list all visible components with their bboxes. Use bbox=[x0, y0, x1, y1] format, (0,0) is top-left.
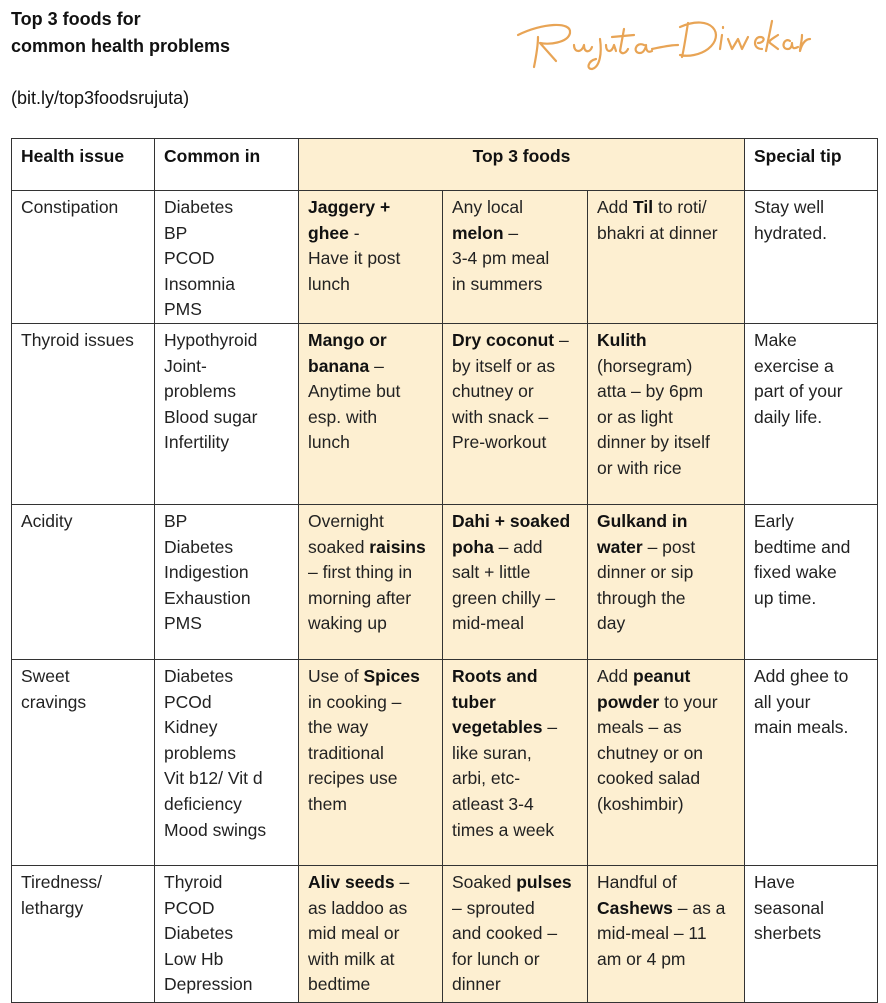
food-1-cell-line bbox=[308, 328, 433, 354]
special-tip-cell-line: Stay well bbox=[754, 197, 825, 217]
special-tip-cell-line: seasonal bbox=[754, 897, 825, 918]
food-1-cell bbox=[299, 659, 443, 865]
text-segment: Anytime but bbox=[308, 381, 401, 402]
food-2-cell bbox=[443, 191, 588, 324]
food-2-cell-line bbox=[452, 379, 578, 405]
common-in-cell bbox=[155, 504, 299, 659]
food-2-cell bbox=[443, 659, 588, 865]
food-3-cell-line bbox=[597, 195, 735, 221]
special-tip-cell-line: exercise a bbox=[754, 355, 834, 376]
text-segment: through the bbox=[597, 587, 686, 608]
text-segment: like suran, bbox=[452, 742, 532, 763]
food-1-cell-line bbox=[308, 405, 433, 431]
food-2-cell-line bbox=[452, 272, 578, 298]
text-segment: (koshimbir) bbox=[597, 793, 684, 814]
food-2-cell bbox=[443, 323, 588, 504]
food-1-cell bbox=[299, 323, 443, 504]
food-1-cell-line bbox=[308, 272, 433, 298]
special-tip-cell-line: bedtime and bbox=[754, 536, 851, 557]
food-1-cell-line bbox=[308, 560, 433, 586]
table-row bbox=[12, 504, 878, 659]
text-segment: atleast 3-4 bbox=[452, 793, 534, 814]
text-segment: – bbox=[369, 355, 384, 376]
text-segment: dinner or sip bbox=[597, 562, 694, 583]
bold-food-name: tuber bbox=[452, 691, 496, 712]
health-issue-cell-line: cravings bbox=[21, 691, 87, 712]
title-line-2: common health problems bbox=[11, 36, 231, 56]
bold-food-name: Mango or bbox=[308, 329, 387, 350]
text-segment: chutney or bbox=[452, 381, 534, 402]
food-3-cell-line bbox=[597, 221, 735, 247]
common-in-cell-line: Diabetes bbox=[164, 197, 234, 217]
food-3-cell-line bbox=[597, 690, 735, 716]
health-issue-cell-line: Acidity bbox=[21, 510, 73, 531]
health-issue-cell-line: lethargy bbox=[21, 897, 84, 918]
common-in-cell-line: Thyroid bbox=[164, 871, 223, 892]
food-3-cell-line bbox=[597, 560, 735, 586]
text-segment: green chilly – bbox=[452, 587, 556, 608]
common-in-cell bbox=[155, 191, 299, 324]
text-segment: in summers bbox=[452, 273, 543, 294]
food-3-cell-line bbox=[597, 405, 735, 431]
health-issue-cell bbox=[12, 659, 155, 865]
health-issue-cell bbox=[12, 865, 155, 1002]
signature-logo bbox=[512, 5, 812, 75]
text-segment: Soaked bbox=[452, 871, 517, 892]
food-2-cell-line bbox=[452, 535, 578, 561]
food-3-cell-line bbox=[597, 586, 735, 612]
text-segment: Add bbox=[597, 197, 633, 217]
special-tip-cell-line: up time. bbox=[754, 587, 817, 608]
table-row bbox=[12, 865, 878, 1002]
special-tip-cell-line: part of your bbox=[754, 381, 843, 402]
source-link[interactable]: (bit.ly/top3foodsrujuta) bbox=[11, 88, 190, 108]
common-in-cell-line: Diabetes bbox=[164, 923, 234, 944]
header-row bbox=[12, 139, 878, 191]
health-issue-cell-line: Constipation bbox=[21, 197, 119, 217]
bold-food-name: banana bbox=[308, 355, 370, 376]
common-in-cell-line: Diabetes bbox=[164, 536, 234, 557]
text-segment: soaked bbox=[308, 536, 370, 557]
special-tip-cell-line: sherbets bbox=[754, 923, 822, 944]
common-in-cell-line: PCOD bbox=[164, 248, 215, 269]
food-1-cell-line bbox=[308, 715, 433, 741]
text-segment: – bbox=[542, 717, 558, 738]
text-segment: dinner bbox=[452, 974, 501, 995]
text-segment: lunch bbox=[308, 432, 350, 453]
text-segment: mid-meal bbox=[452, 613, 524, 634]
common-in-cell-line: PMS bbox=[164, 613, 202, 634]
food-3-cell-line bbox=[597, 535, 735, 561]
food-3-cell bbox=[588, 659, 745, 865]
bold-food-name: Dahi + soaked bbox=[452, 510, 571, 531]
text-segment: – bbox=[554, 329, 569, 350]
food-1-cell-line bbox=[308, 741, 433, 767]
header-health-issue: Health issue bbox=[12, 139, 155, 191]
bold-food-name: ghee bbox=[308, 222, 349, 243]
text-segment: cooked salad bbox=[597, 768, 701, 789]
text-segment: mid meal or bbox=[308, 923, 400, 944]
food-3-cell-line bbox=[597, 328, 735, 354]
food-1-cell-line bbox=[308, 664, 433, 690]
food-3-cell-line bbox=[597, 715, 735, 741]
food-1-cell-line bbox=[308, 221, 433, 247]
special-tip-cell bbox=[745, 865, 878, 1002]
text-segment: them bbox=[308, 793, 347, 814]
common-in-cell-line: Insomnia bbox=[164, 273, 236, 294]
food-2-cell-line bbox=[452, 611, 578, 637]
bold-food-name: Cashews bbox=[597, 897, 673, 918]
food-1-cell bbox=[299, 191, 443, 324]
special-tip-cell-line: Make bbox=[754, 329, 797, 350]
bold-food-name: Jaggery + bbox=[308, 197, 391, 217]
table-body bbox=[12, 191, 878, 1003]
text-segment: with milk at bbox=[308, 948, 395, 969]
common-in-cell-line: Blood sugar bbox=[164, 406, 258, 427]
text-segment: dinner by itself bbox=[597, 432, 710, 453]
text-segment: times a week bbox=[452, 819, 555, 840]
common-in-cell-line: PCOD bbox=[164, 897, 215, 918]
food-2-cell-line bbox=[452, 921, 578, 947]
food-2-cell-line bbox=[452, 972, 578, 998]
text-segment: Have it post bbox=[308, 248, 401, 269]
bold-food-name: Dry coconut bbox=[452, 329, 555, 350]
food-2-cell-line bbox=[452, 509, 578, 535]
header-special-tip: Special tip bbox=[745, 139, 878, 191]
text-segment: or with rice bbox=[597, 457, 682, 478]
food-3-cell-line bbox=[597, 430, 735, 456]
food-1-cell-line bbox=[308, 792, 433, 818]
food-1-cell-line bbox=[308, 690, 433, 716]
bold-food-name: Roots and bbox=[452, 665, 538, 686]
text-segment: Overnight bbox=[308, 510, 384, 531]
food-1-cell bbox=[299, 865, 443, 1002]
text-segment: meals – as bbox=[597, 717, 682, 738]
text-segment: by itself or as bbox=[452, 355, 556, 376]
common-in-cell-line: PCOd bbox=[164, 691, 212, 712]
common-in-cell-line: deficiency bbox=[164, 793, 242, 814]
food-1-cell-line bbox=[308, 195, 433, 221]
bold-food-name: water bbox=[597, 536, 643, 557]
text-segment: mid-meal – 11 bbox=[597, 923, 707, 944]
food-1-cell-line bbox=[308, 379, 433, 405]
food-1-cell-line bbox=[308, 870, 433, 896]
food-3-cell-line bbox=[597, 664, 735, 690]
bold-food-name: melon bbox=[452, 222, 504, 243]
health-issue-cell bbox=[12, 323, 155, 504]
food-2-cell-line bbox=[452, 586, 578, 612]
page-title bbox=[11, 6, 230, 60]
text-segment: atta – by 6pm bbox=[597, 381, 704, 402]
table-row bbox=[12, 659, 878, 865]
food-2-cell-line bbox=[452, 221, 578, 247]
text-segment: Use of bbox=[308, 665, 364, 686]
food-3-cell bbox=[588, 191, 745, 324]
health-issue-cell-line: Tiredness/ bbox=[21, 871, 103, 892]
food-2-cell-line bbox=[452, 560, 578, 586]
food-2-cell-line bbox=[452, 405, 578, 431]
food-2-cell-line bbox=[452, 766, 578, 792]
food-1-cell-line bbox=[308, 586, 433, 612]
food-1-cell-line bbox=[308, 611, 433, 637]
food-2-cell-line bbox=[452, 354, 578, 380]
text-segment: – bbox=[503, 222, 519, 243]
food-2-cell bbox=[443, 504, 588, 659]
common-in-cell-line: Hypothyroid bbox=[164, 329, 258, 350]
text-segment: Pre-workout bbox=[452, 432, 547, 453]
food-1-cell-line bbox=[308, 896, 433, 922]
food-1-cell-line bbox=[308, 509, 433, 535]
food-3-cell-line bbox=[597, 947, 735, 973]
food-2-cell-line bbox=[452, 870, 578, 896]
text-segment: – add bbox=[493, 536, 543, 557]
food-1-cell-line bbox=[308, 972, 433, 998]
food-3-cell-line bbox=[597, 766, 735, 792]
food-3-cell-line bbox=[597, 921, 735, 947]
food-3-cell bbox=[588, 323, 745, 504]
text-segment: – post bbox=[642, 536, 696, 557]
special-tip-cell-line: hydrated. bbox=[754, 222, 827, 243]
header-top-3-foods: Top 3 foods bbox=[299, 139, 745, 191]
bold-food-name: vegetables bbox=[452, 717, 543, 738]
health-foods-table bbox=[11, 138, 878, 1003]
food-2-cell bbox=[443, 865, 588, 1002]
text-segment: Add bbox=[597, 665, 633, 686]
text-segment: - bbox=[348, 222, 360, 243]
food-2-cell-line bbox=[452, 664, 578, 690]
common-in-cell-line: Vit b12/ Vit d bbox=[164, 768, 263, 789]
food-2-cell-line bbox=[452, 430, 578, 456]
title-line-1: Top 3 foods for bbox=[11, 9, 141, 29]
food-3-cell-line bbox=[597, 870, 735, 896]
food-3-cell-line bbox=[597, 896, 735, 922]
text-segment: – as a bbox=[672, 897, 726, 918]
signature-icon bbox=[512, 5, 812, 75]
common-in-cell-line: PMS bbox=[164, 299, 202, 320]
special-tip-cell bbox=[745, 323, 878, 504]
food-1-cell-line bbox=[308, 535, 433, 561]
text-segment: in cooking – bbox=[308, 691, 402, 712]
text-segment: to roti/ bbox=[653, 197, 707, 217]
special-tip-cell-line: Have bbox=[754, 871, 795, 892]
common-in-cell-line: BP bbox=[164, 510, 188, 531]
text-segment: or as light bbox=[597, 406, 673, 427]
special-tip-cell-line: daily life. bbox=[754, 406, 823, 427]
bold-food-name: poha bbox=[452, 536, 494, 557]
common-in-cell-line: Indigestion bbox=[164, 562, 249, 583]
food-2-cell-line bbox=[452, 328, 578, 354]
health-issue-cell bbox=[12, 504, 155, 659]
text-segment: – sprouted bbox=[452, 897, 535, 918]
food-3-cell-line bbox=[597, 792, 735, 818]
food-1-cell bbox=[299, 504, 443, 659]
food-3-cell-line bbox=[597, 379, 735, 405]
special-tip-cell bbox=[745, 191, 878, 324]
common-in-cell-line: BP bbox=[164, 222, 188, 243]
food-3-cell-line bbox=[597, 354, 735, 380]
special-tip-cell bbox=[745, 659, 878, 865]
common-in-cell-line: Low Hb bbox=[164, 948, 224, 969]
special-tip-cell bbox=[745, 504, 878, 659]
text-segment: as laddoo as bbox=[308, 897, 408, 918]
food-2-cell-line bbox=[452, 896, 578, 922]
food-3-cell-line bbox=[597, 509, 735, 535]
common-in-cell-line: problems bbox=[164, 381, 236, 402]
text-segment: esp. with bbox=[308, 406, 378, 427]
food-2-cell-line bbox=[452, 715, 578, 741]
bold-food-name: Spices bbox=[363, 665, 420, 686]
food-1-cell-line bbox=[308, 921, 433, 947]
food-2-cell-line bbox=[452, 195, 578, 221]
special-tip-cell-line: all your bbox=[754, 691, 811, 712]
food-3-cell bbox=[588, 504, 745, 659]
text-segment: chutney or on bbox=[597, 742, 704, 763]
text-segment: arbi, etc- bbox=[452, 768, 521, 789]
common-in-cell-line: Diabetes bbox=[164, 665, 234, 686]
food-3-cell-line bbox=[597, 611, 735, 637]
text-segment: for lunch or bbox=[452, 948, 540, 969]
food-2-cell-line bbox=[452, 818, 578, 844]
food-3-cell-line bbox=[597, 741, 735, 767]
text-segment: bedtime bbox=[308, 974, 371, 995]
bold-food-name: peanut bbox=[633, 665, 691, 686]
text-segment: am or 4 pm bbox=[597, 948, 686, 969]
special-tip-cell-line: Early bbox=[754, 510, 794, 531]
text-segment: and cooked – bbox=[452, 923, 558, 944]
text-segment: lunch bbox=[308, 273, 350, 294]
common-in-cell bbox=[155, 323, 299, 504]
special-tip-cell-line: fixed wake bbox=[754, 562, 837, 583]
bold-food-name: raisins bbox=[369, 536, 426, 557]
text-segment: the way bbox=[308, 717, 369, 738]
text-segment: waking up bbox=[308, 613, 387, 634]
special-tip-cell-line: Add ghee to bbox=[754, 665, 849, 686]
common-in-cell bbox=[155, 865, 299, 1002]
food-1-cell-line bbox=[308, 430, 433, 456]
special-tip-cell-line: main meals. bbox=[754, 717, 849, 738]
table-row bbox=[12, 191, 878, 324]
text-segment: to your bbox=[659, 691, 718, 712]
text-segment: Any local bbox=[452, 197, 524, 217]
bold-food-name: powder bbox=[597, 691, 660, 712]
food-1-cell-line bbox=[308, 947, 433, 973]
text-segment: (horsegram) bbox=[597, 355, 693, 376]
header-common-in: Common in bbox=[155, 139, 299, 191]
text-segment: bhakri at dinner bbox=[597, 222, 718, 243]
text-segment: morning after bbox=[308, 587, 412, 608]
bold-food-name: Til bbox=[633, 197, 654, 217]
food-2-cell-line bbox=[452, 246, 578, 272]
text-segment: salt + little bbox=[452, 562, 531, 583]
food-1-cell-line bbox=[308, 246, 433, 272]
common-in-cell-line: Joint- bbox=[164, 355, 207, 376]
health-issue-cell-line: Sweet bbox=[21, 665, 70, 686]
text-segment: recipes use bbox=[308, 768, 398, 789]
text-segment: day bbox=[597, 613, 626, 634]
food-2-cell-line bbox=[452, 690, 578, 716]
text-segment: – bbox=[394, 871, 410, 892]
common-in-cell-line: Exhaustion bbox=[164, 587, 251, 608]
food-2-cell-line bbox=[452, 792, 578, 818]
food-3-cell bbox=[588, 865, 745, 1002]
food-1-cell-line bbox=[308, 766, 433, 792]
food-2-cell-line bbox=[452, 741, 578, 767]
text-segment: traditional bbox=[308, 742, 384, 763]
common-in-cell bbox=[155, 659, 299, 865]
common-in-cell-line: Mood swings bbox=[164, 819, 267, 840]
text-segment: with snack – bbox=[452, 406, 549, 427]
common-in-cell-line: problems bbox=[164, 742, 236, 763]
common-in-cell-line: Infertility bbox=[164, 432, 230, 453]
food-2-cell-line bbox=[452, 947, 578, 973]
bold-food-name: Kulith bbox=[597, 329, 647, 350]
health-issue-cell-line: Thyroid issues bbox=[21, 329, 134, 350]
food-3-cell-line bbox=[597, 456, 735, 482]
bold-food-name: pulses bbox=[516, 871, 572, 892]
health-issue-cell bbox=[12, 191, 155, 324]
text-segment: – first thing in bbox=[308, 562, 413, 583]
bold-food-name: Gulkand in bbox=[597, 510, 688, 531]
common-in-cell-line: Depression bbox=[164, 974, 253, 995]
bold-food-name: Aliv seeds bbox=[308, 871, 395, 892]
food-1-cell-line bbox=[308, 354, 433, 380]
table-row bbox=[12, 323, 878, 504]
text-segment: Handful of bbox=[597, 871, 677, 892]
text-segment: 3-4 pm meal bbox=[452, 248, 550, 269]
common-in-cell-line: Kidney bbox=[164, 717, 218, 738]
